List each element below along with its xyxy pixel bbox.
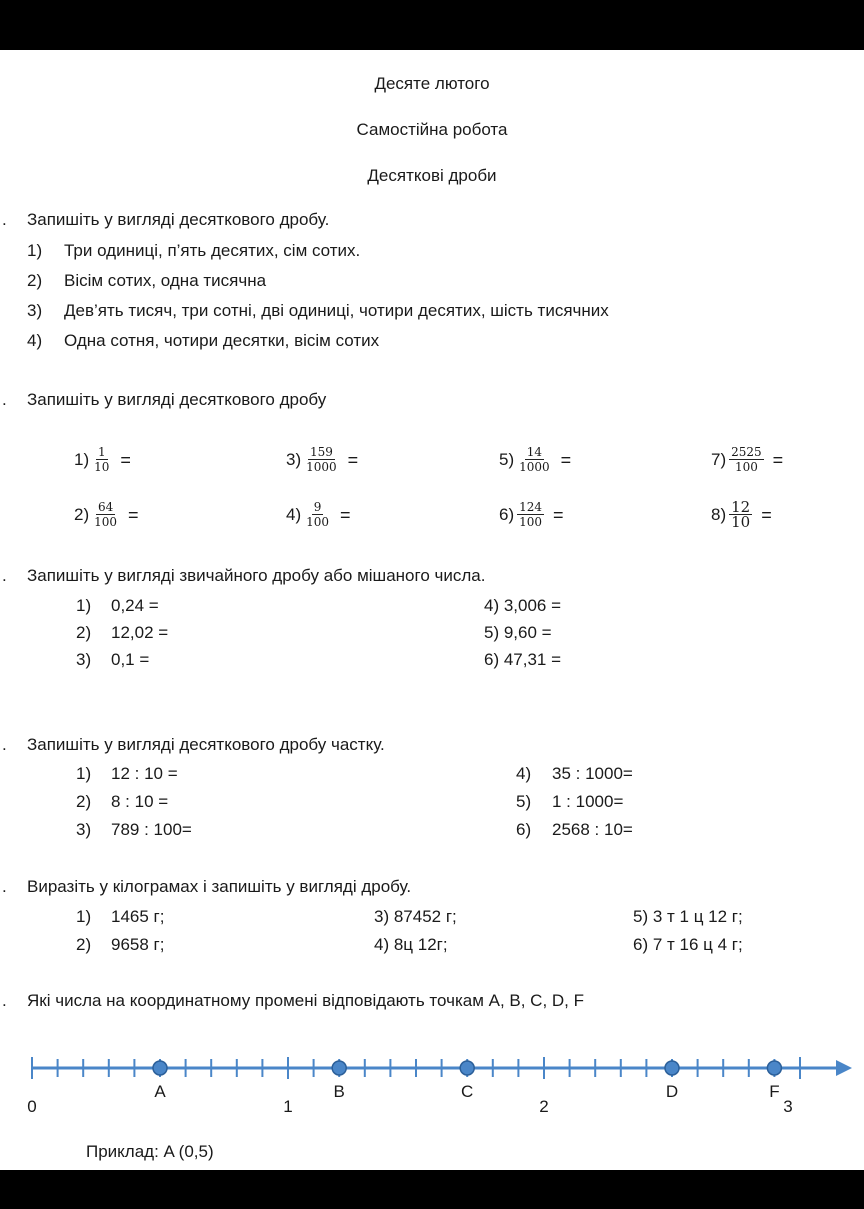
- fraction-item: [711, 445, 783, 475]
- header-topic: Десяткові дроби: [367, 166, 497, 185]
- task5-item-col3: 5) 3 т 1 ц 12 г;: [633, 907, 743, 926]
- fraction-item: [74, 500, 139, 530]
- point-label: C: [461, 1082, 474, 1101]
- fraction-denominator: 100: [306, 515, 330, 529]
- task3-number: .: [2, 566, 7, 585]
- point-marker: [332, 1061, 346, 1075]
- axis-label: 3: [783, 1097, 793, 1116]
- fraction: [517, 500, 544, 530]
- fraction-item: [711, 500, 772, 530]
- fraction-numerator: 64: [97, 500, 114, 514]
- point-label: F: [769, 1082, 780, 1101]
- fraction-item: [286, 445, 358, 475]
- fraction-label: 7): [711, 450, 727, 469]
- task4-title: Запишіть у вигляді десяткового дробу частку.: [27, 735, 385, 754]
- task4-item-text: 2568 : 10=: [552, 820, 633, 839]
- number-line-arrowhead: [836, 1060, 852, 1076]
- fraction-numerator: 159: [309, 445, 333, 459]
- fraction-denominator: 1000: [306, 460, 337, 474]
- task4-item-num: 6): [516, 820, 532, 839]
- header-date: Десяте лютого: [374, 74, 490, 93]
- number-line: [0, 1048, 864, 1118]
- task4-item-text: 1 : 1000=: [552, 792, 624, 811]
- axis-label: 2: [539, 1097, 549, 1116]
- fraction-denominator: 1000: [519, 460, 550, 474]
- fraction: [92, 500, 119, 530]
- fraction: [92, 445, 111, 475]
- task5-item-text: 1465 г;: [111, 907, 165, 926]
- task5-title: Виразіть у кілограмах і запишіть у вигляді дробу.: [27, 877, 412, 896]
- fraction-numerator: 9: [313, 500, 322, 514]
- task1-item-num: 4): [27, 331, 43, 350]
- task3-item-right: 4) 3,006 =: [484, 596, 562, 615]
- point-marker: [153, 1061, 167, 1075]
- fraction-numerator: 14: [526, 445, 543, 459]
- task1-item-text: Вісім сотих, одна тисячна: [64, 271, 267, 290]
- task5-item-num: 2): [76, 935, 92, 954]
- task4-item-text: 789 : 100=: [111, 820, 192, 839]
- fraction-item: [286, 500, 351, 530]
- fraction-numerator: 2525: [731, 445, 762, 459]
- fraction-label: 8): [711, 505, 727, 524]
- fraction-label: 4): [286, 505, 302, 524]
- point-label: D: [665, 1082, 679, 1101]
- task5-item-col2: 4) 8ц 12г;: [374, 935, 448, 954]
- point-label: B: [333, 1082, 345, 1101]
- fraction-denominator: 100: [734, 460, 758, 474]
- equals-sign: =: [128, 504, 139, 525]
- equals-sign: =: [347, 449, 359, 470]
- task4-item-num: 1): [76, 764, 92, 783]
- task5-item-num: 1): [76, 907, 92, 926]
- fraction-item: [499, 445, 571, 475]
- equals-sign: =: [340, 504, 351, 525]
- equals-sign: =: [772, 449, 784, 470]
- fraction: [517, 445, 552, 475]
- task4-item-text: 35 : 1000=: [552, 764, 633, 783]
- task5-item-col2: 3) 87452 г;: [374, 907, 457, 926]
- fraction-item: [74, 445, 131, 475]
- task1-title: Запишіть у вигляді десяткового дробу.: [27, 210, 330, 229]
- task5-item-text: 9658 г;: [111, 935, 165, 954]
- fraction-label: 1): [74, 450, 90, 469]
- fraction: [304, 500, 331, 530]
- example-text: Приклад: A (0,5): [86, 1142, 214, 1161]
- fraction-denominator: 100: [94, 515, 118, 529]
- task2-title: Запишіть у вигляді десяткового дробу: [27, 390, 327, 409]
- top-black-bar: [0, 0, 864, 50]
- equals-sign: =: [120, 449, 131, 470]
- fraction-label: 5): [499, 450, 515, 469]
- point-marker: [665, 1061, 679, 1075]
- task3-item-right: 6) 47,31 =: [484, 650, 562, 669]
- axis-label: 0: [27, 1097, 37, 1116]
- task3-item-num: 3): [76, 650, 92, 669]
- task1-item-num: 3): [27, 301, 43, 320]
- task5-number: .: [2, 877, 7, 896]
- task3-item-text: 12,02 =: [111, 623, 169, 642]
- task4-item-num: 4): [516, 764, 532, 783]
- task1-item-num: 2): [27, 271, 43, 290]
- fraction-item: [499, 500, 564, 530]
- axis-label: 1: [283, 1097, 293, 1116]
- header-work-type: Самостійна робота: [356, 120, 508, 139]
- equals-sign: =: [553, 504, 564, 525]
- task4-item-text: 12 : 10 =: [111, 764, 178, 783]
- fraction-label: 2): [74, 505, 90, 524]
- task3-item-text: 0,24 =: [111, 596, 159, 615]
- fraction-numerator: 1: [97, 445, 106, 459]
- task1-item-text: Одна сотня, чотири десятки, вісім сотих: [64, 331, 380, 350]
- equals-sign: =: [761, 504, 772, 525]
- task5-item-col3: 6) 7 т 16 ц 4 г;: [633, 935, 743, 954]
- point-label: A: [154, 1082, 166, 1101]
- task3-item-num: 2): [76, 623, 92, 642]
- task1-item-text: Дев’ять тисяч, три сотні, дві одиниці, чотири десятих, шість тисячних: [64, 301, 609, 320]
- point-marker: [767, 1061, 781, 1075]
- task4-item-num: 3): [76, 820, 92, 839]
- point-marker: [460, 1061, 474, 1075]
- task1-number: .: [2, 210, 7, 229]
- task3-item-text: 0,1 =: [111, 650, 150, 669]
- fraction: [729, 500, 752, 530]
- fraction-denominator: 10: [731, 513, 751, 531]
- task3-item-num: 1): [76, 596, 92, 615]
- task4-number: .: [2, 735, 7, 754]
- fraction-numerator: 124: [519, 500, 543, 514]
- equals-sign: =: [560, 449, 572, 470]
- bottom-black-bar: [0, 1170, 864, 1209]
- task1-item-text: Три одиниці, п’ять десятих, сім сотих.: [64, 241, 361, 260]
- fraction: [729, 445, 764, 475]
- fraction-denominator: 100: [519, 515, 543, 529]
- task3-item-right: 5) 9,60 =: [484, 623, 552, 642]
- task6-number: .: [2, 991, 7, 1010]
- task3-title: Запишіть у вигляді звичайного дробу або мішаного числа.: [27, 566, 486, 585]
- task2-number: .: [2, 390, 7, 409]
- task4-item-num: 2): [76, 792, 92, 811]
- fraction-label: 6): [499, 505, 515, 524]
- task1-item-num: 1): [27, 241, 43, 260]
- fraction: [304, 445, 339, 475]
- task4-item-text: 8 : 10 =: [111, 792, 169, 811]
- fraction-numerator: 12: [731, 498, 751, 516]
- task4-item-num: 5): [516, 792, 532, 811]
- task6-title: Які числа на координатному промені відповідають точкам A, B, C, D, F: [27, 991, 585, 1010]
- fraction-label: 3): [286, 450, 302, 469]
- fraction-denominator: 10: [94, 460, 110, 474]
